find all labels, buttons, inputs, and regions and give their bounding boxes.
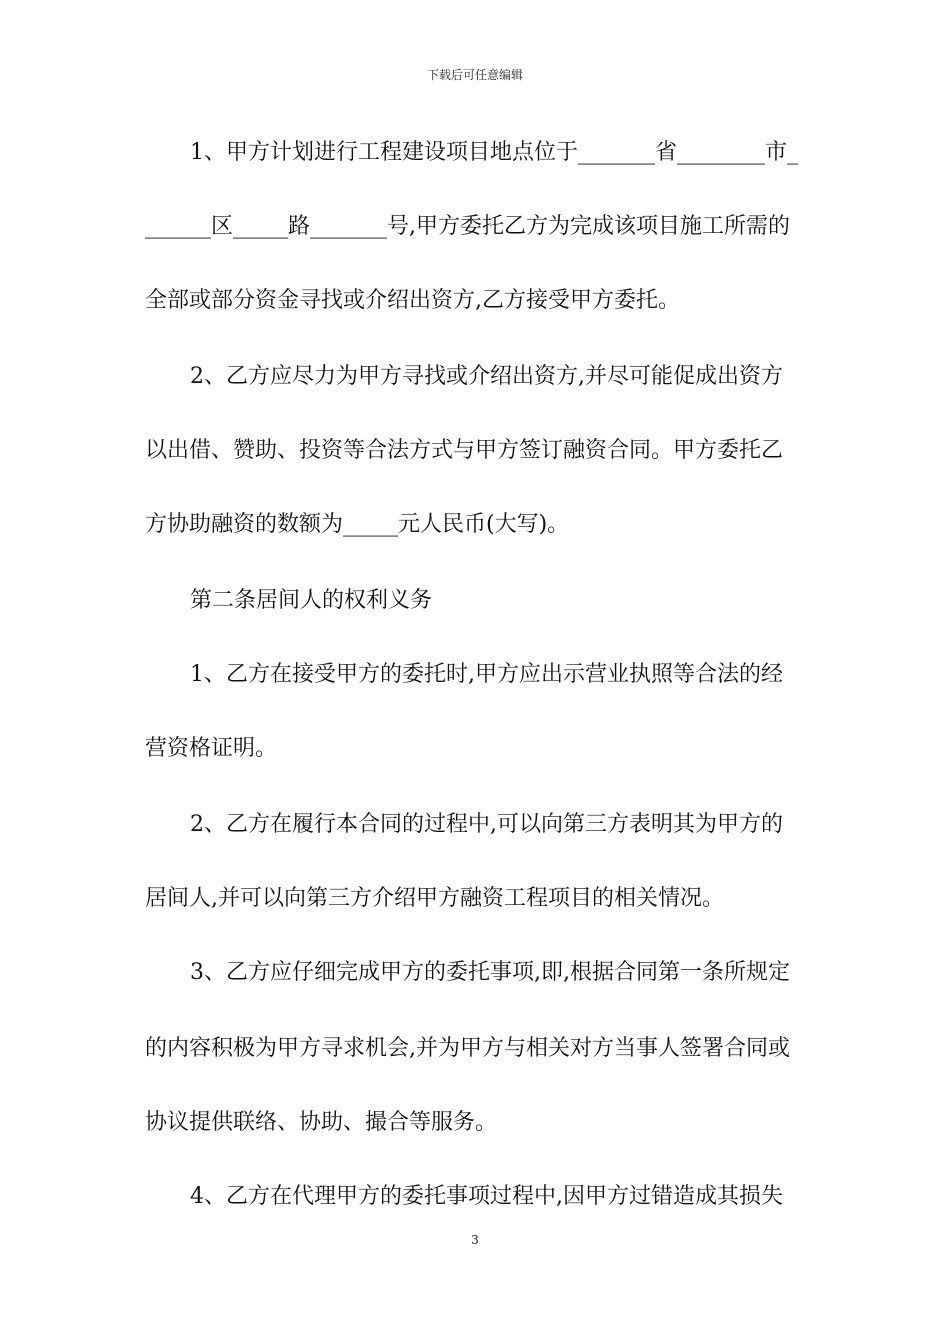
page-number: 3 bbox=[471, 1233, 479, 1247]
text-line: 4、乙方在代理甲方的委托事项过程中,因甲方过错造成其损失 bbox=[190, 1184, 783, 1209]
text-line: 2、乙方在履行本合同的过程中,可以向第三方表明其为甲方的 bbox=[190, 812, 783, 837]
text-line: 协议提供联络、协助、撮合等服务。 bbox=[145, 1110, 498, 1135]
text-line: 全部或部分资金寻找或介绍出资方,乙方接受甲方委托。 bbox=[145, 288, 680, 313]
text-line: 3、乙方应仔细完成甲方的委托事项,即,根据合同第一条所规定 bbox=[190, 960, 790, 985]
text-line: 以出借、赞助、投资等合法方式与甲方签订融资合同。甲方委托乙 bbox=[145, 438, 784, 463]
text-line: 2、乙方应尽力为甲方寻找或介绍出资方,并尽可能促成出资方 bbox=[190, 364, 783, 389]
text-line: 居间人,并可以向第三方介绍甲方融资工程项目的相关情况。 bbox=[145, 886, 724, 911]
text-line: 1、甲方计划进行工程建设项目地点位于_______省________市_ bbox=[190, 140, 798, 165]
text-line: 方协助融资的数额为_____元人民币(大写)。 bbox=[145, 512, 570, 537]
section-heading: 第二条居间人的权利义务 bbox=[190, 588, 433, 613]
text-line: 1、乙方在接受甲方的委托时,甲方应出示营业执照等合法的经 bbox=[190, 662, 783, 687]
text-line: 的内容积极为甲方寻求机会,并为甲方与相关对方当事人签署合同或 bbox=[145, 1036, 790, 1061]
text-line: 营资格证明。 bbox=[145, 736, 278, 761]
page-header: 下载后可任意编辑 bbox=[426, 68, 523, 82]
text-line: ______区_____路_______号,甲方委托乙方为完成该项目施工所需的 bbox=[145, 214, 790, 239]
